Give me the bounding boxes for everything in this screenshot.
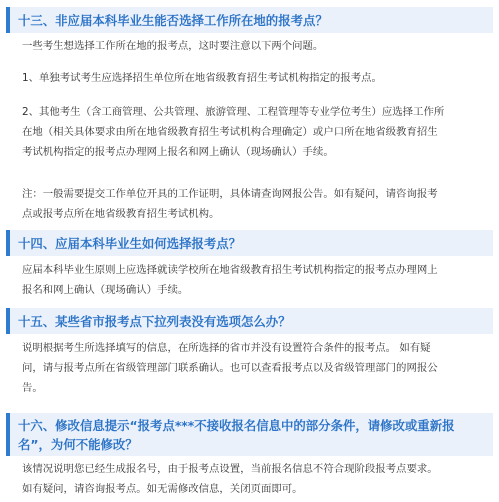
text-line: 点或报考点所在地省级教育招生考试机构。 (22, 208, 220, 220)
text-line: 2、其他考生（含工商管理、公共管理、旅游管理、工程管理等专业学位考生）应选择工作所 (22, 106, 445, 118)
text-line: 该情况说明您已经生成报名号，由于报考点设置，当前报名信息不符合现阶段报考点要求。 (22, 463, 438, 475)
section-15-paragraph-1 (22, 338, 487, 398)
text-line: 考试机构指定的报考点办理网上报名和网上确认（现场确认）手续。 (22, 146, 334, 158)
section-13-heading (6, 7, 493, 33)
text-line: 说明根据考生所选择填写的信息，在所选择的省市并没有设置符合条件的报考点。 如有疑 (22, 342, 431, 354)
section-16-paragraph-1 (22, 459, 487, 499)
text-line: 问，请与报考点所在省级管理部门联系确认。也可以查看报考点以及省级管理部门的网报公 (22, 362, 438, 374)
section-13-paragraph-2 (22, 68, 487, 88)
text-line: 如有疑问，请咨询报考点。如无需修改信息，关闭页面即可。 (22, 483, 303, 495)
section-14-paragraph-1 (22, 260, 487, 300)
section-13-paragraph-3 (22, 102, 487, 162)
text-line: 一些考生想选择工作所在地的报考点，这时要注意以下两个问题。 (22, 40, 324, 52)
section-13-paragraph-4 (22, 184, 487, 224)
text-line: 注：一般需要提交工作单位开具的工作证明，具体请查询网报公告。如有疑问，请咨询报考 (22, 188, 438, 200)
text-line: 报名和网上确认（现场确认）手续。 (22, 284, 189, 296)
text-line: 应届本科毕业生原则上应选择就读学校所在地省级教育招生考试机构指定的报考点办理网上 (22, 264, 438, 276)
section-16-heading (6, 413, 493, 456)
heading-line: 名”，为何不能修改？ (18, 437, 138, 452)
section-14-heading-text: 十四、应届本科毕业生如何选择报考点？ (18, 236, 242, 251)
heading-line: 十六、修改信息提示“报考点***不接收报名信息中的部分条件，请修改或重新报 (18, 418, 455, 433)
section-15-heading-text: 十五、某些省市报考点下拉列表没有选项怎么办？ (18, 314, 291, 329)
section-16-heading-text (18, 416, 454, 454)
text-line: 1、单独考试考生应选择招生单位所在地省级教育招生考试机构指定的报考点。 (22, 72, 382, 84)
section-13-paragraph-1 (22, 36, 487, 56)
text-line: 在地（相关具体要求由所在地省级教育招生考试机构合理确定）或户口所在地省级教育招生 (22, 126, 438, 138)
section-15-heading (6, 308, 493, 334)
text-line: 告。 (22, 382, 43, 394)
section-14-heading (6, 230, 493, 256)
section-13-heading-text: 十三、非应届本科毕业生能否选择工作所在地的报考点？ (18, 13, 328, 28)
